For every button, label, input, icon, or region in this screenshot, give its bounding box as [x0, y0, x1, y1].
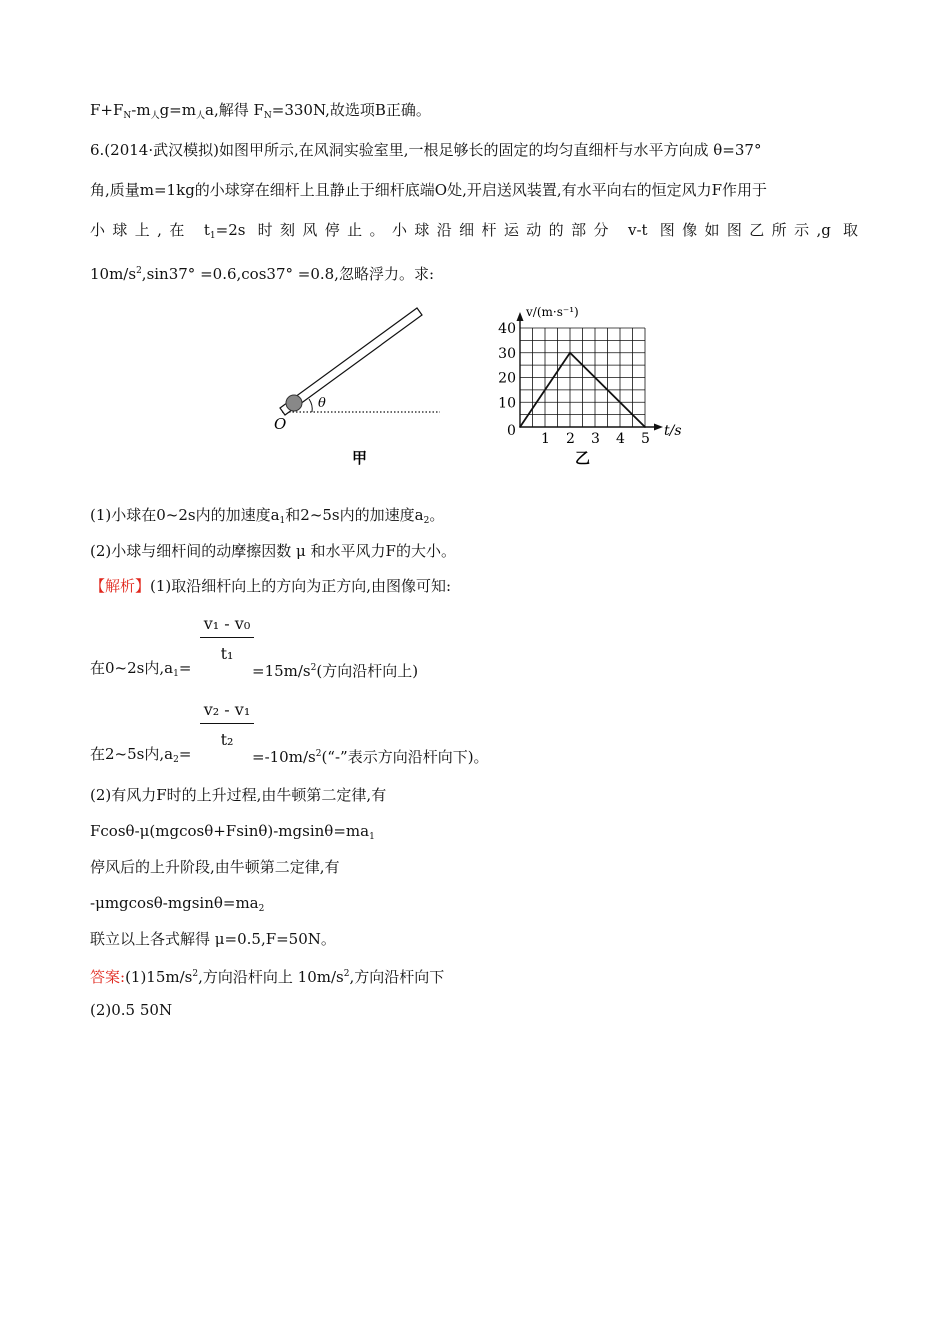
fraction-2 [200, 700, 254, 749]
y-tick-label: 20 [498, 370, 516, 387]
fraction-1 [200, 614, 254, 663]
point-o-label: O [274, 415, 287, 433]
answer-line-1: 答案$:(1)15m/s^2$,方向沿杆向上 $10m/s^2$,方向沿杆向下 [90, 968, 445, 986]
x-axis-arrow [654, 424, 663, 431]
question-line-4: $10m/s^2,\sin 37^\circ =0.6,\cos 37^\circ =0.8$,忽略浮力。求: [90, 265, 434, 283]
data-point [519, 426, 521, 428]
ball [286, 395, 302, 411]
fraction-1-numerator: v₁ - v₀ [203, 614, 251, 633]
x-tick-label: 5 [641, 431, 650, 447]
equation-1-post: $=15m/s^2$(方向沿杆向上) [252, 662, 419, 680]
question-line-1: 6.(2014·武汉模拟)如图甲所示,在风洞实验室里,一根足够长的固定的均匀直细杆与水平方向成 θ=37° [90, 141, 762, 159]
fraction-2-numerator: v₂ - v₁ [203, 700, 251, 719]
y-tick-label: 10 [498, 395, 516, 412]
x-tick-label: 3 [591, 431, 600, 447]
analysis-tag: 【解析】 [90, 577, 151, 595]
data-point [569, 352, 571, 354]
x-axis-label: t/s [664, 423, 682, 439]
equation-2-post: $=-10m/s^2(“-$”表示方向沿杆向下)。 [252, 748, 489, 766]
question-line-2: 角,质量m=1kg的小球穿在细杆上且静止于细杆底端O处,开启送风装置,有水平向右的恒定风力F作用于 [90, 181, 768, 199]
x-tick-label: 1 [541, 431, 550, 447]
vt-chart [485, 295, 685, 475]
data-point [644, 426, 646, 428]
angle-arc [309, 399, 312, 412]
fraction-2-bar [200, 723, 254, 724]
fraction-1-denominator: t₁ [220, 644, 234, 664]
equation-1-pre: 在0~2s内$,a_1=$ [90, 659, 192, 679]
question-line-3: 小球上,在 $t_1=2s$ 时刻风停止。小球沿细杆运动的部分 v-t 图像如图乙所示,g 取 [90, 221, 858, 241]
caption-jia: 甲 [352, 449, 368, 467]
analysis-line-4: 联立以上各式解得 μ=0.5,F=50N。 [90, 930, 336, 948]
angle-label: θ [318, 396, 326, 411]
figure-jia [260, 295, 460, 475]
prev-answer-line: $F+F_N-m_人g=m_人a$,解得 $F_N=330N$,故选项B正确。 [90, 101, 431, 121]
equation-3: Fcosθ-$\mu(mgcos\theta+Fsin\theta)-mgsin\theta=ma_1$ [90, 822, 375, 842]
equation-2-pre: 在2~5s内$,a_2=$ [90, 745, 192, 765]
x-tick-label: 4 [616, 431, 625, 447]
analysis-line-3: 停风后的上升阶段,由牛顿第二定律,有 [90, 858, 340, 876]
x-tick-label: 2 [566, 431, 575, 447]
fraction-1-bar [200, 637, 254, 638]
answer-line-2: (2)0.5 50N [90, 1001, 173, 1019]
y-tick-label: 40 [498, 321, 516, 337]
caption-yi: 乙 [575, 449, 591, 467]
analysis-line-2: (2)有风力F时的上升过程,由牛顿第二定律,有 [90, 786, 387, 804]
equation-4: $-\mu mgcos\theta-mgsin\theta=ma_2$ [90, 894, 265, 914]
y-axis-label: v/(m·s⁻¹) [526, 305, 579, 319]
answer-tag: 答案: [90, 968, 126, 986]
y-tick-label: 30 [498, 345, 516, 362]
y-axis-arrow [517, 312, 524, 321]
fraction-2-denominator: t₂ [220, 730, 234, 750]
sub-question-2: (2)小球与细杆间的动摩擦因数 μ 和水平风力F的大小。 [90, 542, 456, 560]
sub-question-1: (1)小球在0~2s内的加速度$a_1$和2~5s内的加速度$a_2$。 [90, 506, 445, 526]
analysis-line-1: 【解析】(1)取沿细杆向上的方向为正方向,由图像可知: [90, 577, 452, 595]
origin-label: 0 [507, 423, 516, 439]
